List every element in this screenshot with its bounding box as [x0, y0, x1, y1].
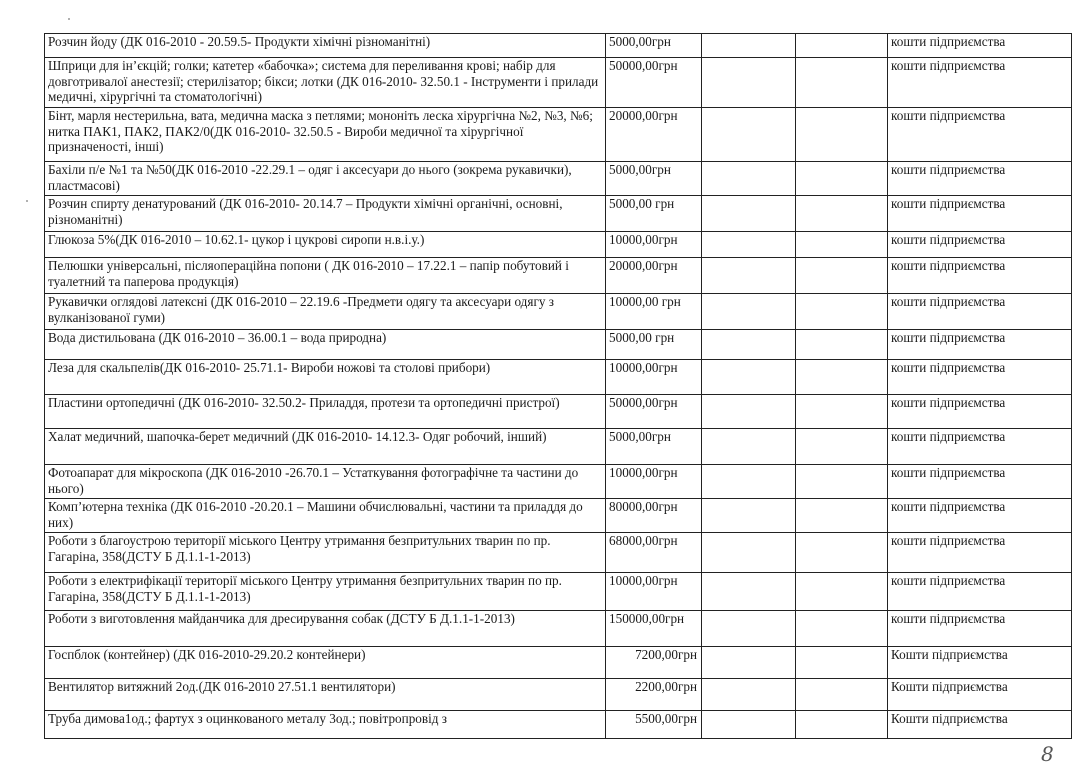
- funding-source: кошти підприємства: [888, 330, 1072, 360]
- empty-cell: [796, 330, 888, 360]
- empty-cell: [702, 162, 796, 196]
- empty-cell: [796, 34, 888, 58]
- empty-cell: [702, 465, 796, 499]
- item-amount: 150000,00грн: [606, 611, 702, 647]
- page-number: 8: [1041, 742, 1054, 766]
- item-amount: 7200,00грн: [606, 647, 702, 679]
- table-row: [45, 360, 1072, 395]
- empty-cell: [796, 258, 888, 294]
- table-row: [45, 711, 1072, 739]
- item-description: Вентилятор витяжний 2од.(ДК 016-2010 27.51.1 вентилятори): [45, 679, 606, 711]
- empty-cell: [796, 395, 888, 429]
- empty-cell: [702, 611, 796, 647]
- funding-source: Кошти підприємства: [888, 679, 1072, 711]
- funding-source: Кошти підприємства: [888, 711, 1072, 739]
- item-amount: 80000,00грн: [606, 499, 702, 533]
- funding-source: кошти підприємства: [888, 108, 1072, 162]
- empty-cell: [702, 647, 796, 679]
- item-description: Леза для скальпелів(ДК 016-2010- 25.71.1- Вироби ножові та столові прибори): [45, 360, 606, 395]
- item-description: Пластини ортопедичні (ДК 016-2010- 32.50.2- Приладдя, протези та ортопедичні пристрої): [45, 395, 606, 429]
- funding-source: кошти підприємства: [888, 34, 1072, 58]
- table-row: [45, 196, 1072, 232]
- funding-source: кошти підприємства: [888, 258, 1072, 294]
- item-amount: 20000,00грн: [606, 258, 702, 294]
- funding-source: кошти підприємства: [888, 196, 1072, 232]
- item-description: Роботи з благоустрою території міського Центру утримання безпритульних тварин по пр. Гагаріна, 358(ДСТУ Б Д.1.1-1-2013): [45, 533, 606, 573]
- empty-cell: [702, 258, 796, 294]
- empty-cell: [796, 499, 888, 533]
- empty-cell: [702, 294, 796, 330]
- table-row: [45, 465, 1072, 499]
- empty-cell: [702, 429, 796, 465]
- item-description: Бахіли п/е №1 та №50(ДК 016-2010 -22.29.1 – одяг і аксесуари до нього (зокрема рукавички), пластмасові): [45, 162, 606, 196]
- item-amount: 5000,00грн: [606, 162, 702, 196]
- table-row: [45, 294, 1072, 330]
- item-description: Розчин йоду (ДК 016-2010 - 20.59.5- Продукти хімічні різноманітні): [45, 34, 606, 58]
- funding-source: кошти підприємства: [888, 465, 1072, 499]
- empty-cell: [702, 573, 796, 611]
- item-description: Розчин спирту денатурований (ДК 016-2010- 20.14.7 – Продукти хімічні органічні, основні, різноманітні): [45, 196, 606, 232]
- funding-source: кошти підприємства: [888, 533, 1072, 573]
- item-amount: 5000,00грн: [606, 34, 702, 58]
- item-amount: 5000,00 грн: [606, 330, 702, 360]
- funding-source: кошти підприємства: [888, 395, 1072, 429]
- table-row: [45, 108, 1072, 162]
- item-description: Роботи з електрифікації території міського Центру утримання безпритульних тварин по пр. Гагаріна, 358(ДСТУ Б Д.1.1-1-2013): [45, 573, 606, 611]
- empty-cell: [796, 162, 888, 196]
- empty-cell: [796, 611, 888, 647]
- item-description: Труба димова1од.; фартух з оцинкованого металу 3од.; повітропровід з: [45, 711, 606, 739]
- empty-cell: [796, 465, 888, 499]
- empty-cell: [702, 360, 796, 395]
- empty-cell: [796, 647, 888, 679]
- empty-cell: [702, 232, 796, 258]
- item-amount: 5000,00 грн: [606, 196, 702, 232]
- empty-cell: [702, 330, 796, 360]
- empty-cell: [796, 429, 888, 465]
- item-amount: 10000,00 грн: [606, 294, 702, 330]
- table-row: [45, 573, 1072, 611]
- funding-source: кошти підприємства: [888, 360, 1072, 395]
- empty-cell: [796, 108, 888, 162]
- item-amount: 10000,00грн: [606, 573, 702, 611]
- item-description: Роботи з виготовлення майданчика для дресирування собак (ДСТУ Б Д.1.1-1-2013): [45, 611, 606, 647]
- empty-cell: [796, 196, 888, 232]
- item-amount: 20000,00грн: [606, 108, 702, 162]
- funding-source: кошти підприємства: [888, 611, 1072, 647]
- item-description: Фотоапарат для мікроскопа (ДК 016-2010 -26.70.1 – Устаткування фотографічне та частини до нього): [45, 465, 606, 499]
- item-description: Пелюшки універсальні, післяопераційна попони ( ДК 016-2010 – 17.22.1 – папір побутовий і туалетний та паперова продукція): [45, 258, 606, 294]
- funding-source: кошти підприємства: [888, 429, 1072, 465]
- empty-cell: [796, 533, 888, 573]
- empty-cell: [796, 711, 888, 739]
- item-amount: 10000,00грн: [606, 465, 702, 499]
- scan-speck: [26, 200, 28, 202]
- table-row: [45, 429, 1072, 465]
- table-row: [45, 647, 1072, 679]
- funding-source: Кошти підприємства: [888, 647, 1072, 679]
- item-amount: 2200,00грн: [606, 679, 702, 711]
- table-row: [45, 395, 1072, 429]
- table-row: [45, 611, 1072, 647]
- empty-cell: [796, 294, 888, 330]
- table-row: [45, 232, 1072, 258]
- item-amount: 50000,00грн: [606, 395, 702, 429]
- empty-cell: [702, 395, 796, 429]
- item-description: Глюкоза 5%(ДК 016-2010 – 10.62.1- цукор і цукрові сиропи н.в.і.у.): [45, 232, 606, 258]
- funding-source: кошти підприємства: [888, 499, 1072, 533]
- empty-cell: [796, 360, 888, 395]
- item-description: Бінт, марля нестерильна, вата, медична маска з петлями; мононіть леска хірургічна №2, №3, №6; нитка ПАК1, ПАК2, ПАК2/0(ДК 016-2010- 32.50.5 - Вироби медичної та хірургічної призначеності, інші): [45, 108, 606, 162]
- table-row: [45, 34, 1072, 58]
- table-row: [45, 58, 1072, 108]
- empty-cell: [796, 679, 888, 711]
- empty-cell: [702, 499, 796, 533]
- table-row: [45, 258, 1072, 294]
- item-amount: 5500,00грн: [606, 711, 702, 739]
- empty-cell: [702, 108, 796, 162]
- item-amount: 68000,00грн: [606, 533, 702, 573]
- empty-cell: [702, 58, 796, 108]
- item-description: Комп’ютерна техніка (ДК 016-2010 -20.20.1 – Машини обчислювальні, частини та приладдя до них): [45, 499, 606, 533]
- funding-source: кошти підприємства: [888, 573, 1072, 611]
- item-description: Халат медичний, шапочка-берет медичний (ДК 016-2010- 14.12.3- Одяг робочий, інший): [45, 429, 606, 465]
- empty-cell: [796, 58, 888, 108]
- empty-cell: [702, 533, 796, 573]
- item-amount: 5000,00грн: [606, 429, 702, 465]
- empty-cell: [796, 573, 888, 611]
- scan-speck: [68, 18, 70, 20]
- item-description: Рукавички оглядові латексні (ДК 016-2010 – 22.19.6 -Предмети одягу та аксесуари одягу з вулканізованої гуми): [45, 294, 606, 330]
- empty-cell: [702, 711, 796, 739]
- empty-cell: [702, 679, 796, 711]
- item-description: Госпблок (контейнер) (ДК 016-2010-29.20.2 контейнери): [45, 647, 606, 679]
- item-amount: 10000,00грн: [606, 232, 702, 258]
- funding-source: кошти підприємства: [888, 58, 1072, 108]
- table-row: [45, 533, 1072, 573]
- funding-source: кошти підприємства: [888, 162, 1072, 196]
- funding-source: кошти підприємства: [888, 294, 1072, 330]
- item-amount: 50000,00грн: [606, 58, 702, 108]
- item-amount: 10000,00грн: [606, 360, 702, 395]
- empty-cell: [702, 196, 796, 232]
- item-description: Вода дистильована (ДК 016-2010 – 36.00.1 – вода природна): [45, 330, 606, 360]
- funding-source: кошти підприємства: [888, 232, 1072, 258]
- procurement-table: [44, 33, 1072, 739]
- item-description: Шприци для ін’єкцій; голки; катетер «бабочка»; система для переливання крові; набір для довготривалої анестезії; стерилізатор; бікси; лотки (ДК 016-2010- 32.50.1 - Інструменти і прилади медичні, хірургічні та стоматологічні): [45, 58, 606, 108]
- table-row: [45, 162, 1072, 196]
- empty-cell: [702, 34, 796, 58]
- table-row: [45, 330, 1072, 360]
- empty-cell: [796, 232, 888, 258]
- table-row: [45, 499, 1072, 533]
- table-row: [45, 679, 1072, 711]
